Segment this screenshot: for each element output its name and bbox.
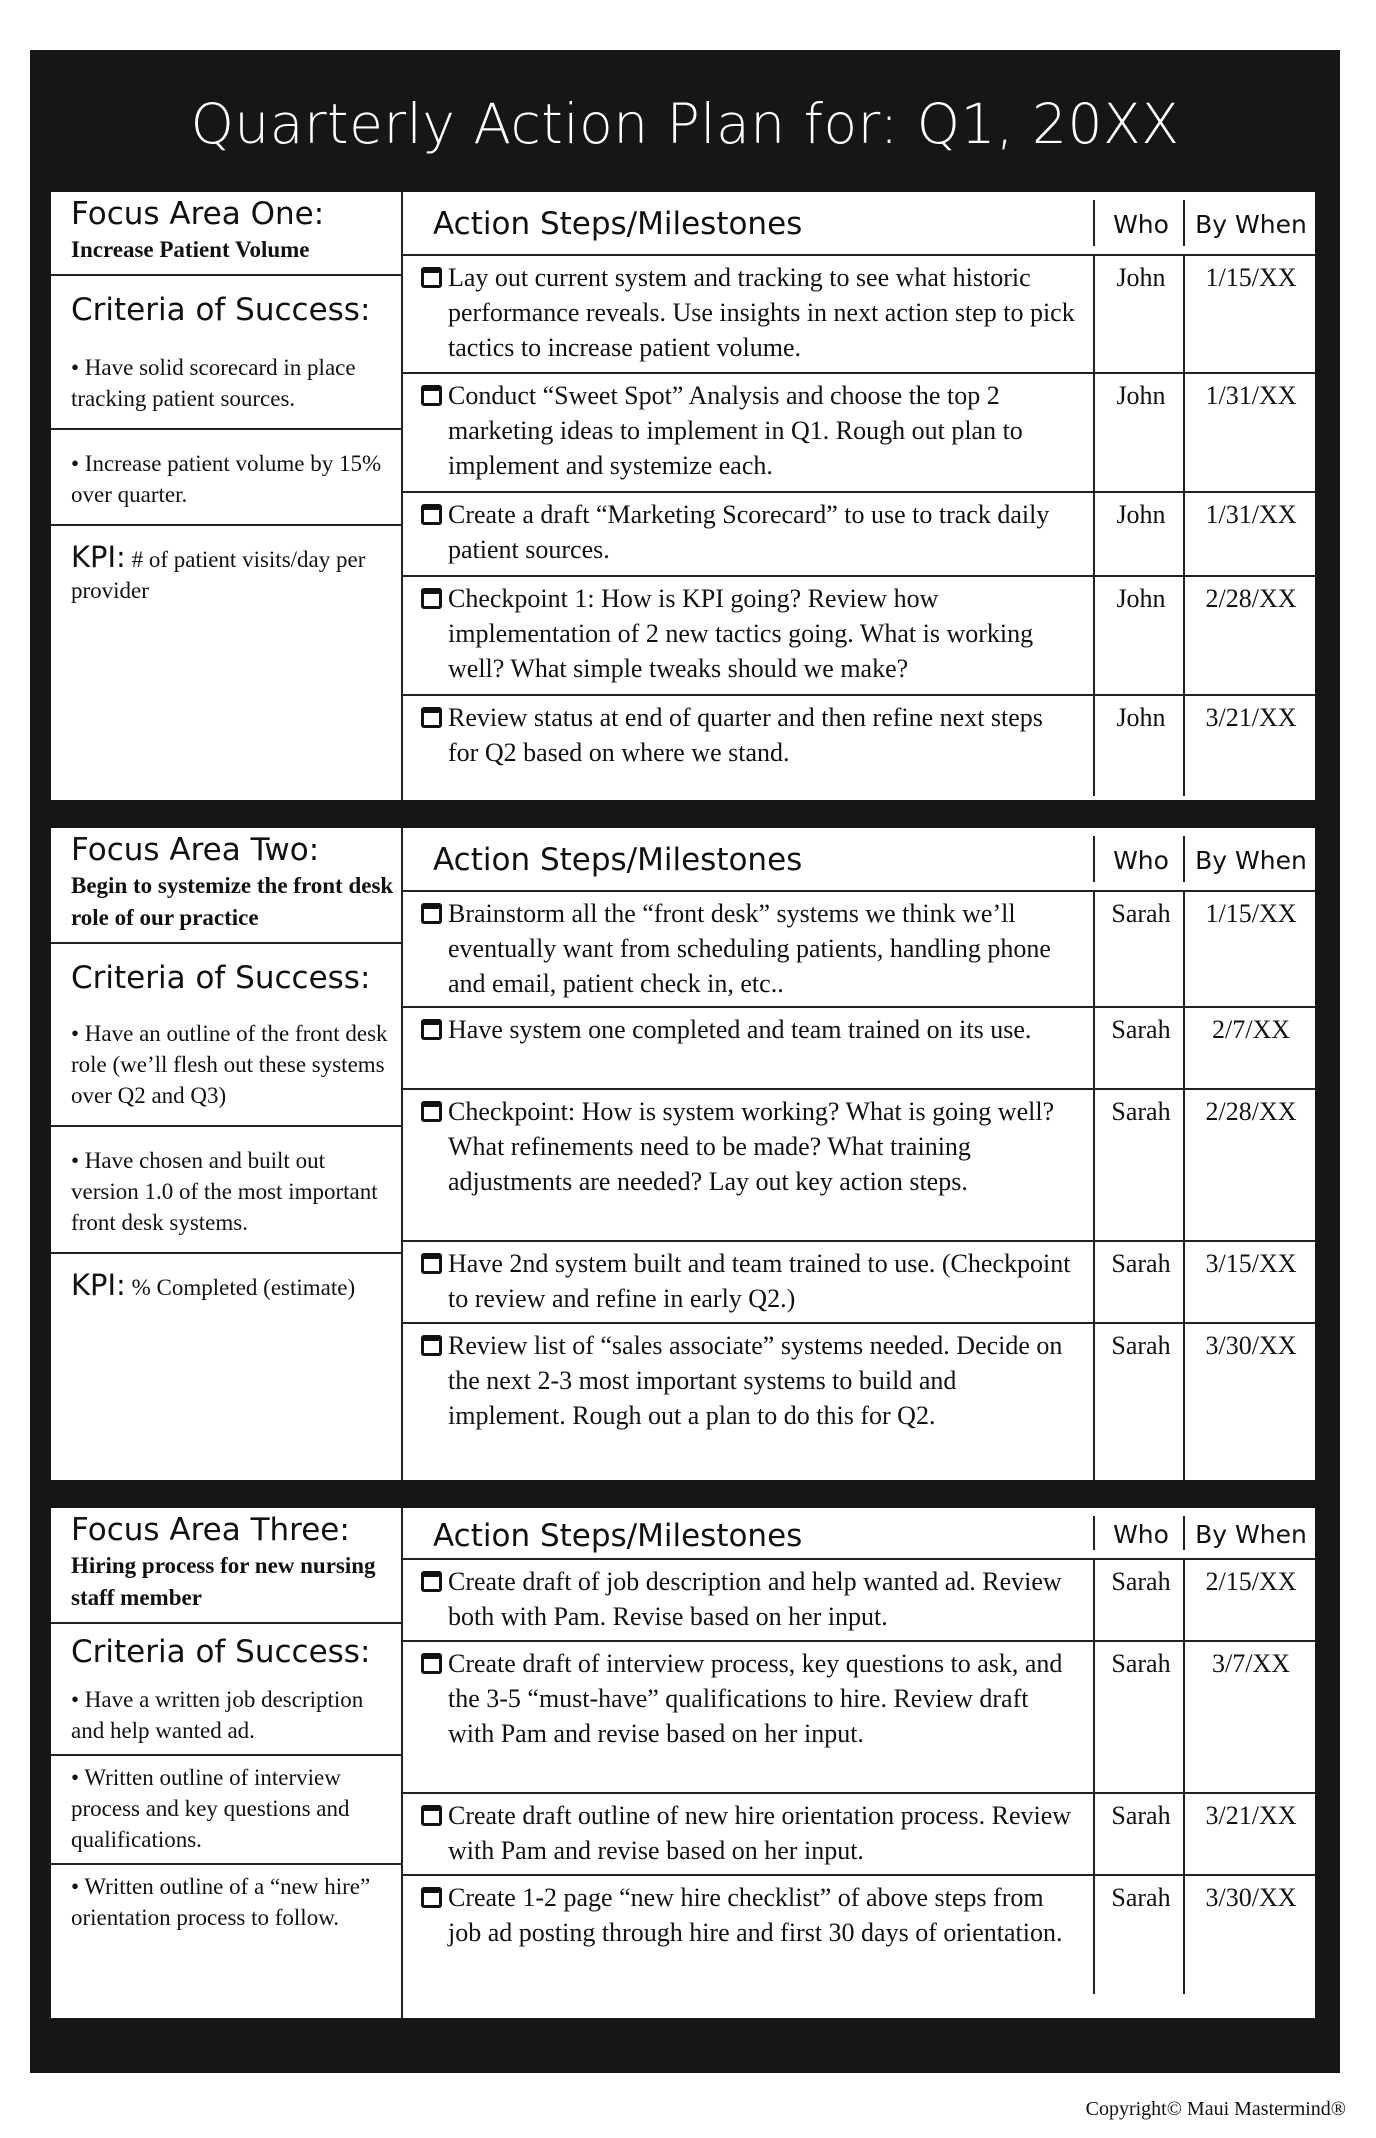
step-who: Sarah bbox=[1111, 1331, 1171, 1360]
table-header bbox=[403, 192, 1315, 256]
table-row bbox=[403, 1324, 1315, 1480]
criteria-item: • Increase patient volume by 15% over quarter. bbox=[71, 451, 382, 507]
step-text: Create draft of interview process, key questions to ask, and the 3-5 “must-have” qualifications to hire. Review draft with Pam and revise based on her input. bbox=[448, 1649, 1063, 1748]
step-when: 2/28/XX bbox=[1205, 584, 1297, 613]
table-row bbox=[403, 1242, 1315, 1324]
table-header bbox=[403, 1508, 1315, 1560]
criteria-item: • Have a written job description and help wanted ad. bbox=[71, 1687, 364, 1743]
by-when-header: By When bbox=[1195, 1520, 1307, 1549]
table-row bbox=[403, 1642, 1315, 1794]
table-row bbox=[403, 577, 1315, 696]
step-when: 1/15/XX bbox=[1205, 263, 1297, 292]
step-when: 1/31/XX bbox=[1205, 500, 1297, 529]
action-steps-table bbox=[403, 1508, 1315, 2018]
focus-area-title: Focus Area One: bbox=[71, 196, 325, 232]
criteria-item: • Have chosen and built out version 1.0 of the most important front desk systems. bbox=[71, 1148, 378, 1235]
checkbox[interactable] bbox=[421, 1653, 442, 1674]
step-who: John bbox=[1116, 381, 1166, 410]
step-who: Sarah bbox=[1111, 1649, 1171, 1678]
table-row bbox=[403, 1008, 1315, 1090]
who-header: Who bbox=[1113, 210, 1169, 239]
step-when: 2/28/XX bbox=[1205, 1097, 1297, 1126]
focus-area-one-panel bbox=[51, 192, 1315, 800]
copyright: Copyright© Maui Mastermind® bbox=[1085, 2098, 1346, 2120]
checkbox[interactable] bbox=[421, 504, 442, 525]
checkbox[interactable] bbox=[421, 1571, 442, 1592]
focus-area-subtitle: Begin to systemize the front desk role of our practice bbox=[71, 873, 394, 930]
step-text: Create draft of job description and help wanted ad. Review both with Pam. Revise based on her input. bbox=[448, 1567, 1062, 1631]
table-row bbox=[403, 1876, 1315, 1994]
step-when: 1/15/XX bbox=[1205, 899, 1297, 928]
step-text: Create 1-2 page “new hire checklist” of above steps from job ad posting through hire and first 30 days of orientation. bbox=[448, 1883, 1063, 1947]
step-who: Sarah bbox=[1111, 1883, 1171, 1912]
step-text: Checkpoint: How is system working? What is going well? What refinements need to be made? What training adjustments are needed? Lay out key action steps. bbox=[448, 1097, 1055, 1196]
step-when: 3/21/XX bbox=[1205, 703, 1297, 732]
step-when: 1/31/XX bbox=[1205, 381, 1297, 410]
step-who: John bbox=[1116, 584, 1166, 613]
checkbox[interactable] bbox=[421, 903, 442, 924]
step-who: Sarah bbox=[1111, 1567, 1171, 1596]
table-row bbox=[403, 374, 1315, 493]
checkbox[interactable] bbox=[421, 1101, 442, 1122]
focus-area-two-panel bbox=[51, 828, 1315, 1480]
step-who: Sarah bbox=[1111, 899, 1171, 928]
page-title: Quarterly Action Plan for: Q1, 20XX bbox=[190, 92, 1180, 156]
by-when-header: By When bbox=[1195, 846, 1307, 875]
checkbox[interactable] bbox=[421, 1887, 442, 1908]
checkbox[interactable] bbox=[421, 1253, 442, 1274]
step-text: Have 2nd system built and team trained to use. (Checkpoint to review and refine in early Q2.) bbox=[448, 1249, 1071, 1313]
focus-area-three-panel bbox=[51, 1508, 1315, 2018]
checkbox[interactable] bbox=[421, 1805, 442, 1826]
action-steps-header: Action Steps/Milestones bbox=[433, 842, 803, 878]
step-when: 3/15/XX bbox=[1205, 1249, 1297, 1278]
plan-sheet bbox=[30, 50, 1340, 2073]
focus-area-summary bbox=[51, 828, 403, 1480]
checkbox[interactable] bbox=[421, 588, 442, 609]
checkbox[interactable] bbox=[421, 707, 442, 728]
step-who: Sarah bbox=[1111, 1801, 1171, 1830]
action-steps-header: Action Steps/Milestones bbox=[433, 206, 803, 242]
checkbox[interactable] bbox=[421, 385, 442, 406]
table-row bbox=[403, 1794, 1315, 1876]
step-who: John bbox=[1116, 263, 1166, 292]
step-who: Sarah bbox=[1111, 1015, 1171, 1044]
checkbox[interactable] bbox=[421, 1335, 442, 1356]
step-when: 3/30/XX bbox=[1205, 1883, 1297, 1912]
checkbox[interactable] bbox=[421, 267, 442, 288]
criteria-heading: Criteria of Success: bbox=[71, 1634, 371, 1670]
step-when: 2/15/XX bbox=[1205, 1567, 1297, 1596]
focus-area-subtitle: Hiring process for new nursing staff member bbox=[71, 1553, 376, 1610]
who-header: Who bbox=[1113, 1520, 1169, 1549]
table-row bbox=[403, 892, 1315, 1008]
action-steps-header: Action Steps/Milestones bbox=[433, 1518, 803, 1554]
step-when: 3/30/XX bbox=[1205, 1331, 1297, 1360]
kpi-label: KPI: bbox=[71, 540, 126, 574]
criteria-item: • Have an outline of the front desk role (we’ll flesh out these systems over Q2 and Q3) bbox=[71, 1021, 388, 1108]
step-text: Conduct “Sweet Spot” Analysis and choose the top 2 marketing ideas to implement in Q1. Rough out plan to implement and systemize each. bbox=[448, 381, 1023, 480]
kpi-value: % Completed (estimate) bbox=[131, 1275, 356, 1300]
step-text: Lay out current system and tracking to see what historic performance reveals. Use insights in next action step to pick tactics to increase patient volume. bbox=[448, 263, 1075, 362]
step-text: Brainstorm all the “front desk” systems we think we’ll eventually want from scheduling patients, handling phone and email, patient check in, etc.. bbox=[448, 899, 1051, 998]
step-who: Sarah bbox=[1111, 1097, 1171, 1126]
table-row bbox=[403, 256, 1315, 374]
criteria-item: • Written outline of a “new hire” orientation process to follow. bbox=[71, 1874, 371, 1930]
criteria-heading: Criteria of Success: bbox=[71, 292, 371, 328]
step-who: John bbox=[1116, 500, 1166, 529]
focus-area-title: Focus Area Two: bbox=[71, 832, 320, 868]
table-row bbox=[403, 493, 1315, 577]
kpi-value: # of patient visits/day per provider bbox=[71, 547, 366, 603]
who-header: Who bbox=[1113, 846, 1169, 875]
step-text: Have system one completed and team trained on its use. bbox=[448, 1015, 1032, 1044]
kpi-label: KPI: bbox=[71, 1268, 126, 1302]
kpi bbox=[71, 1270, 391, 1303]
criteria-item: • Written outline of interview process and key questions and qualifications. bbox=[71, 1765, 350, 1852]
kpi bbox=[71, 542, 391, 606]
step-when: 3/21/XX bbox=[1205, 1801, 1297, 1830]
step-text: Checkpoint 1: How is KPI going? Review how implementation of 2 new tactics going. What is working well? What simple tweaks should we make? bbox=[448, 584, 1034, 683]
checkbox[interactable] bbox=[421, 1019, 442, 1040]
step-when: 3/7/XX bbox=[1212, 1649, 1290, 1678]
criteria-heading: Criteria of Success: bbox=[71, 960, 371, 996]
by-when-header: By When bbox=[1195, 210, 1307, 239]
focus-area-title: Focus Area Three: bbox=[71, 1512, 350, 1548]
step-when: 2/7/XX bbox=[1212, 1015, 1290, 1044]
table-row bbox=[403, 1560, 1315, 1642]
table-row bbox=[403, 696, 1315, 796]
focus-area-summary bbox=[51, 192, 403, 800]
focus-area-summary bbox=[51, 1508, 403, 2018]
table-header bbox=[403, 828, 1315, 892]
step-who: John bbox=[1116, 703, 1166, 732]
step-text: Review status at end of quarter and then refine next steps for Q2 based on where we stand. bbox=[448, 703, 1043, 767]
action-steps-table bbox=[403, 828, 1315, 1480]
step-text: Create draft outline of new hire orientation process. Review with Pam and revise based on her input. bbox=[448, 1801, 1072, 1865]
table-row bbox=[403, 1090, 1315, 1242]
step-text: Create a draft “Marketing Scorecard” to use to track daily patient sources. bbox=[448, 500, 1050, 564]
action-steps-table bbox=[403, 192, 1315, 800]
focus-area-subtitle: Increase Patient Volume bbox=[71, 237, 310, 262]
criteria-item: • Have solid scorecard in place tracking patient sources. bbox=[71, 355, 356, 411]
step-text: Review list of “sales associate” systems needed. Decide on the next 2-3 most important systems to build and implement. Rough out a plan to do this for Q2. bbox=[448, 1331, 1063, 1430]
step-who: Sarah bbox=[1111, 1249, 1171, 1278]
